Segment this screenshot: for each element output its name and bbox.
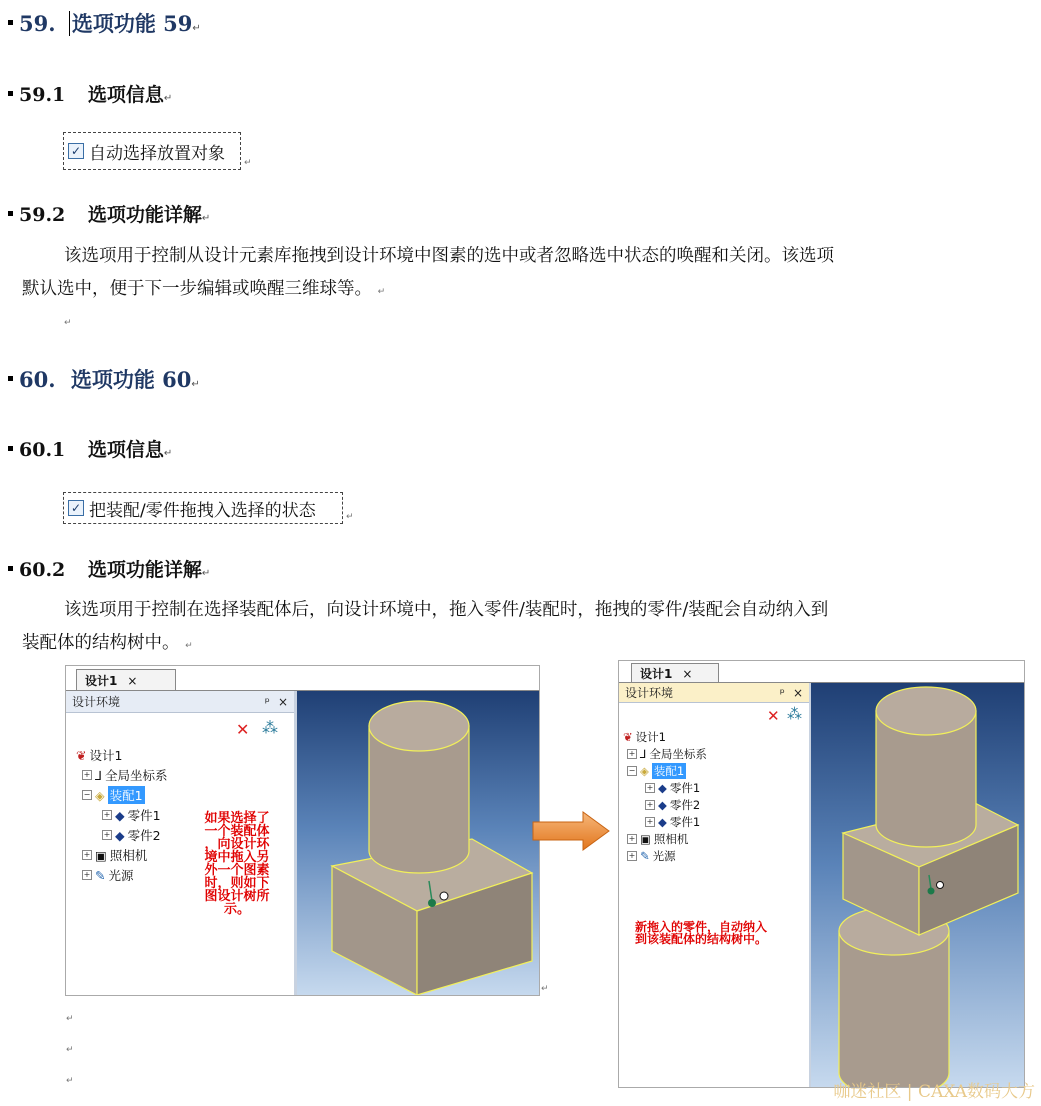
return-mark: ↵ [66, 1076, 74, 1086]
checkbox-checked-icon[interactable]: ✓ [68, 143, 84, 159]
bullet-icon [8, 376, 13, 381]
pin-icon[interactable]: ᵖ [779, 685, 785, 700]
tree-label: 全局坐标系 [649, 747, 707, 761]
subheading-60-1 [8, 435, 172, 462]
tree-item-assembly1[interactable] [627, 763, 686, 779]
panel-header [619, 683, 809, 703]
tree-label: 零件1 [669, 781, 701, 795]
subheading-60-1-number: 60.1 [19, 439, 66, 461]
bullet-icon [8, 20, 13, 25]
return-mark: ↵ [541, 984, 549, 994]
tree-item-part1-new[interactable] [645, 814, 700, 830]
note-line: 新拖入的零件，自动纳入 [635, 920, 768, 934]
arrow-right-icon [531, 810, 611, 852]
design-icon: ❦ [76, 747, 87, 763]
heading-59-number: 59. [19, 11, 56, 36]
return-mark: ↵ [66, 1045, 74, 1055]
expand-icon[interactable]: + [646, 800, 654, 809]
heading-60-number: 60. [19, 367, 56, 392]
tree-label: 设计1 [89, 748, 123, 763]
paragraph-59-line2-text: 默认选中，便于下一步编辑或唤醒三维球等。 [22, 279, 372, 299]
tree-item-part2[interactable] [645, 797, 700, 813]
return-mark: ↵ [346, 512, 354, 522]
bullet-icon [8, 566, 13, 571]
checkbox-drag-into-selection[interactable] [63, 492, 343, 524]
tree-label: 照相机 [653, 832, 689, 846]
camera-icon: ▣ [640, 832, 651, 846]
return-mark: ↵ [185, 641, 193, 651]
return-mark: ↵ [163, 448, 173, 459]
paragraph-60-line2 [22, 627, 1032, 663]
panel-header [66, 691, 294, 713]
axis-icon: ⅃ [640, 747, 647, 761]
paragraph-59-line1: 该选项用于控制从设计元素库拖拽到设计环境中图素的选中或者忽略选中状态的唤醒和关闭。该选项 [64, 246, 834, 266]
expand-icon[interactable]: + [103, 830, 111, 839]
expand-icon[interactable]: + [646, 783, 654, 792]
expand-icon[interactable]: + [628, 851, 636, 860]
tab-label: 设计1 [85, 674, 118, 688]
expand-icon[interactable]: + [103, 810, 111, 819]
tree-item-part2[interactable] [102, 826, 161, 844]
note-line: 图设计树所 [204, 889, 270, 904]
return-mark: ↵ [191, 379, 200, 390]
tree-item-camera[interactable] [627, 831, 688, 847]
note-line: 外一个图素 [204, 863, 270, 878]
collapse-icon[interactable]: − [83, 790, 91, 799]
expand-icon[interactable]: + [83, 770, 91, 779]
paragraph-60-line2-text: 装配体的结构树中。 [22, 633, 180, 653]
tree-label: 零件2 [127, 828, 161, 843]
cylinder-shape [369, 701, 469, 873]
tree-item-assembly1[interactable] [82, 786, 145, 804]
tree-label: 光源 [108, 868, 134, 883]
part-icon: ◆ [658, 798, 667, 812]
subheading-59-2-title: 选项功能详解 [87, 204, 202, 226]
expand-icon[interactable]: + [628, 749, 636, 758]
panel-title: 设计环境 [625, 686, 674, 700]
return-mark: ↵ [64, 318, 72, 328]
design-tree [619, 727, 809, 927]
paragraph-60-line1: 该选项用于控制在选择装配体后，向设计环境中，拖入零件/装配时，拖拽的零件/装配会自动纳入到 [64, 600, 829, 620]
viewport-scene [811, 683, 1024, 1087]
note-line: ，向设计环 [204, 837, 270, 852]
bullet-icon [8, 446, 13, 451]
subheading-59-1-title: 选项信息 [87, 84, 164, 106]
bullet-icon [8, 211, 13, 216]
tree-label: 零件1 [669, 815, 701, 829]
axis-icon: ⅃ [95, 767, 102, 783]
expand-icon[interactable]: + [83, 850, 91, 859]
paragraph-59 [22, 240, 1032, 309]
tree-item-design1[interactable] [623, 729, 666, 745]
light-icon: ✎ [95, 867, 106, 883]
checkbox-label: 把装配/零件拖拽入选择的状态 [89, 500, 316, 521]
paragraph-60 [22, 594, 1032, 663]
expand-icon[interactable]: + [83, 870, 91, 879]
tree-label: 零件2 [669, 798, 701, 812]
paragraph-59-line2 [22, 273, 1032, 309]
note-line: 时，则如下 [204, 876, 270, 891]
checkbox-label: 自动选择放置对象 [89, 143, 225, 164]
tree-label-selected: 装配1 [109, 788, 143, 803]
tree-item-global-coords[interactable] [82, 766, 167, 784]
assembly-icon: ◈ [95, 787, 105, 803]
lower-cylinder-shape [839, 907, 949, 1087]
note-line: 一个装配体 [204, 824, 270, 839]
subheading-60-2 [8, 555, 210, 582]
tree-item-part1[interactable] [645, 780, 700, 796]
3d-viewport[interactable] [297, 691, 539, 995]
close-icon[interactable]: × [682, 666, 693, 681]
checkbox-auto-select[interactable] [63, 132, 241, 170]
tree-label: 设计1 [635, 730, 666, 744]
pin-icon[interactable]: ᵖ [264, 694, 270, 709]
note-line: 如果选择了 [204, 811, 270, 826]
subheading-59-2-number: 59.2 [19, 204, 66, 226]
assembly-icon: ◈ [640, 764, 649, 778]
screenshot-after [618, 660, 1025, 1088]
part-icon: ◆ [658, 781, 667, 795]
tree-label: 全局坐标系 [104, 768, 168, 783]
close-icon[interactable]: × [277, 694, 288, 709]
document-tab[interactable] [76, 669, 176, 691]
heading-59 [8, 8, 201, 38]
delete-icon[interactable]: ✕ [236, 720, 250, 739]
panel-title: 设计环境 [72, 695, 121, 709]
note-line: 到该装配体的结构树中。 [635, 932, 768, 946]
subheading-60-2-title: 选项功能详解 [87, 559, 202, 581]
tree-item-design1[interactable] [76, 746, 122, 764]
return-mark: ↵ [201, 568, 211, 579]
subheading-59-1 [8, 80, 172, 107]
tab-label: 设计1 [640, 667, 673, 681]
tree-label-selected: 装配1 [653, 764, 685, 778]
viewport-scene [297, 691, 539, 995]
heading-59-title: 选项功能 59 [69, 11, 193, 36]
camera-icon: ▣ [95, 847, 107, 863]
return-mark: ↵ [192, 23, 201, 34]
close-icon[interactable]: × [127, 673, 138, 688]
heading-60-title: 选项功能 60 [70, 367, 192, 392]
watermark: 咖迷社区 | CAXA数码大方 [833, 1082, 1035, 1102]
annotation-note-right [635, 921, 805, 945]
tree-label: 光源 [652, 849, 676, 863]
design-icon: ❦ [623, 730, 633, 744]
tree-options-icon[interactable]: ⁂ [787, 705, 802, 723]
return-mark: ↵ [201, 213, 211, 224]
subheading-60-1-title: 选项信息 [87, 439, 164, 461]
delete-icon[interactable]: ✕ [767, 707, 780, 725]
annotation-note-left [192, 812, 282, 916]
heading-60 [8, 364, 200, 394]
expand-icon[interactable]: + [628, 834, 636, 843]
checkbox-checked-icon[interactable]: ✓ [68, 500, 84, 516]
3d-viewport[interactable] [811, 683, 1024, 1087]
part-icon: ◆ [115, 827, 125, 843]
tree-item-global-coords[interactable] [627, 746, 707, 762]
tree-label: 零件1 [127, 808, 161, 823]
note-line: 示。 [223, 902, 250, 917]
tree-label: 照相机 [109, 848, 148, 863]
tree-options-icon[interactable]: ⁂ [262, 718, 278, 737]
tree-item-camera[interactable] [82, 846, 147, 864]
bullet-icon [8, 91, 13, 96]
subheading-60-2-number: 60.2 [19, 559, 66, 581]
tree-item-part1[interactable] [102, 806, 161, 824]
light-icon: ✎ [640, 849, 650, 863]
note-line: 境中拖入另 [204, 850, 270, 865]
subheading-59-2 [8, 200, 210, 227]
upper-cylinder-shape [876, 687, 976, 847]
tree-item-light[interactable] [627, 848, 676, 864]
return-mark: ↵ [377, 287, 386, 297]
screenshot-before [65, 665, 540, 996]
subheading-59-1-number: 59.1 [19, 84, 66, 106]
document-tab[interactable] [631, 663, 719, 683]
return-mark: ↵ [244, 158, 252, 168]
close-icon[interactable]: × [792, 685, 803, 700]
collapse-icon[interactable]: − [628, 766, 636, 775]
return-mark: ↵ [163, 93, 173, 104]
part-icon: ◆ [658, 815, 667, 829]
expand-icon[interactable]: + [646, 817, 654, 826]
tree-item-light[interactable] [82, 866, 134, 884]
part-icon: ◆ [115, 807, 125, 823]
return-mark: ↵ [66, 1014, 74, 1024]
